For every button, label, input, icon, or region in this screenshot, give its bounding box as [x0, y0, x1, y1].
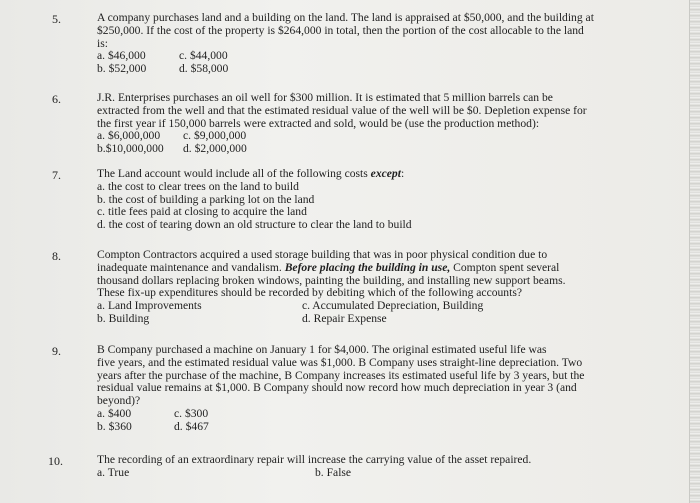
question-line — [97, 262, 597, 275]
question-text — [97, 454, 597, 480]
option-d: d. Repair Expense — [302, 312, 387, 326]
question-line-end: Compton spent several — [450, 260, 560, 274]
question-line: years after the purchase of the machine, B Company increases its estimated useful life by 3 years, but the — [97, 368, 585, 382]
question-emphasis: except — [370, 167, 401, 180]
question-line: These fix-up expenditures should be recorded by debiting which of the following accounts? — [97, 286, 522, 300]
option-b: b. $360 — [97, 419, 132, 433]
option-d: d. $2,000,000 — [183, 142, 247, 156]
list-item: a. the cost to clear trees on the land to build — [97, 179, 299, 193]
option-b: b. False — [315, 465, 352, 479]
question-line: extracted from the well and that the estimated residual value of the well will be $0. Depletion expense for — [97, 103, 587, 117]
question-line: residual value remains at $1,000. B Company should now record how much depreciation in year 3 (and — [97, 381, 577, 395]
question-text — [97, 344, 597, 434]
option-b: b. Building — [97, 312, 150, 326]
list-item: c. title fees paid at closing to acquire the land — [97, 205, 307, 219]
question-line: is: — [97, 36, 108, 50]
question-emphasis: Before placing the building in use, — [284, 260, 451, 274]
question-lead: The Land account would include all of the following costs — [97, 167, 371, 180]
question-lead-end: : — [400, 167, 405, 180]
question-number: 5. — [52, 12, 61, 26]
question-line-start: inadequate maintenance and vandalism. — [97, 260, 282, 274]
question-line — [97, 168, 597, 181]
question-line: A company purchases land and a building on the land. The land is appraised at $50,000, and the building at — [97, 11, 594, 24]
option-d: d. $58,000 — [179, 62, 229, 76]
question-line: the first year if 150,000 barrels were extracted and sold, would be (use the production method): — [97, 116, 540, 130]
option-a: a. $400 — [97, 406, 132, 420]
option-c: c. $300 — [174, 406, 209, 420]
option-b: b. $52,000 — [97, 62, 147, 76]
paper-edge — [689, 0, 700, 503]
question-text — [97, 249, 597, 326]
question-line: five years, and the estimated residual value was $1,000. B Company uses straight-line depreciation. Two — [97, 355, 583, 369]
option-a: a. $46,000 — [97, 49, 146, 63]
question-line: The recording of an extraordinary repair will increase the carrying value of the asset repaired. — [97, 453, 532, 466]
option-c: c. $9,000,000 — [183, 129, 247, 143]
question-text — [97, 168, 597, 232]
question-line: Compton Contractors acquired a used storage building that was in poor physical condition due to — [97, 248, 548, 261]
question-text — [97, 92, 597, 156]
question-line: B Company purchased a machine on January 1 for $4,000. The original estimated useful life was — [97, 343, 547, 356]
option-a: a. $6,000,000 — [97, 129, 161, 143]
question-number: 10. — [48, 454, 63, 468]
option-a: a. True — [97, 465, 130, 479]
question-number: 7. — [52, 168, 61, 182]
question-number: 8. — [52, 249, 61, 263]
question-number: 9. — [52, 344, 61, 358]
option-a: a. Land Improvements — [97, 299, 202, 313]
question-text — [97, 12, 597, 76]
question-line: beyond)? — [97, 394, 141, 408]
option-b: b.$10,000,000 — [97, 142, 164, 156]
question-number: 6. — [52, 92, 61, 106]
option-d: d. $467 — [174, 419, 209, 433]
option-c: c. $44,000 — [179, 49, 228, 63]
list-item: b. the cost of building a parking lot on the land — [97, 192, 315, 206]
option-c: c. Accumulated Depreciation, Building — [302, 299, 484, 313]
question-line: $250,000. If the cost of the property is $264,000 in total, then the portion of the cost allocable to the land — [97, 23, 584, 37]
question-line: J.R. Enterprises purchases an oil well for $300 million. It is estimated that 5 million barrels can be — [97, 91, 553, 104]
question-line: thousand dollars replacing broken windows, painting the building, and installing new support beams. — [97, 273, 566, 287]
list-item: d. the cost of tearing down an old structure to clear the land to build — [97, 218, 412, 232]
